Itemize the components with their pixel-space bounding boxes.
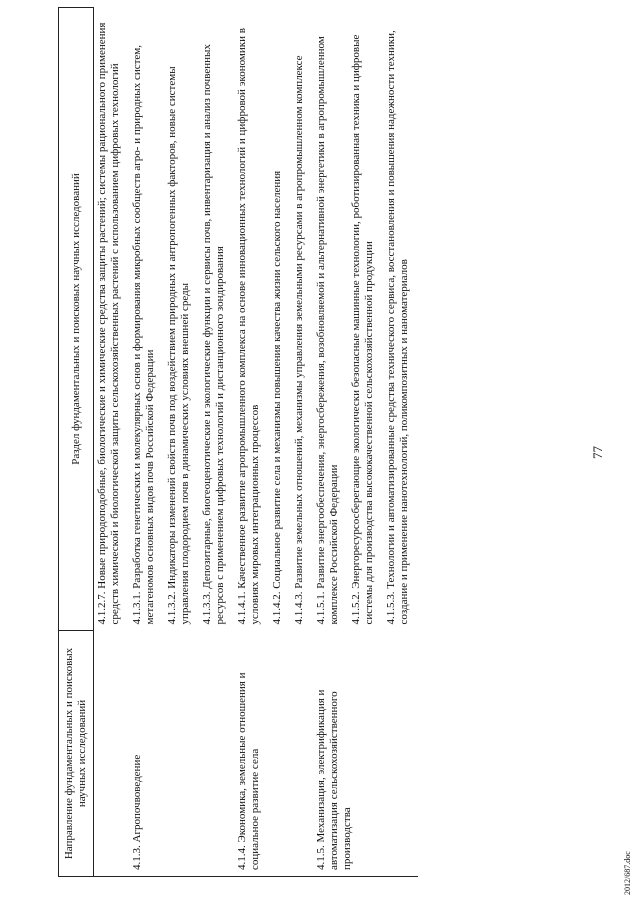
page-number: 77 <box>590 446 605 459</box>
direction-cell: 4.1.3. Агропочвоведение <box>129 631 234 877</box>
section-cell: 4.1.5.1. Развитие энергообеспечения, энергосбережения, возобновляемой и альтернативной энергетики в агропромышленном комплексе Российской Федерации <box>315 36 340 625</box>
file-label: 2012/687.doc <box>623 851 632 895</box>
table-row <box>313 8 348 877</box>
header-section: Раздел фундаментальных и поисковых научных исследований <box>59 8 94 631</box>
section-cell: 4.1.4.2. Социальное развитие села и механизмы повышения качества жизни сельского населения <box>271 170 283 625</box>
section-cell: 4.1.3.1. Разработка генетических и молекулярных основ и формирования микробных сообществ агро- и природных систем, метагеномов основных видов почв Российской Федерации <box>131 45 156 625</box>
section-cell: 4.1.3.2. Индикаторы изменений свойств почв под воздействием природных и антропогенных факторов, новые системы управления плодородием почв в динамических условиях внешней среды <box>166 66 191 625</box>
table-row <box>234 8 269 877</box>
section-cell: 4.1.5.2. Энергоресурсосберегающие экологически безопасные машинные технологии, роботизированная техника и цифровые системы для производства высококачественной сельскохозяйственной продукции <box>350 34 375 625</box>
section-cell: 4.1.5.3. Технологии и автоматизированные средства технического сервиса, восстановления и повышения надежности техники, создание и применение нанотехнологий, поликомпозитных и наноматериалов <box>385 30 410 625</box>
direction-cell <box>94 631 130 877</box>
section-cell: 4.1.4.1. Качественное развитие агропромышленного комплекса на основе инновационных технологий и цифровой экономики в условиях мировых интеграционных процессов <box>236 28 261 625</box>
section-cell: 4.1.2.7. Новые природоподобные, биологические и химические средства защиты растений; системы рационального применения средств химической и биологической защиты сельскохозяйственных растений с использованием цифровых технологий <box>96 22 121 625</box>
direction-cell: 4.1.4. Экономика, земельные отношения и социальное развитие села <box>234 631 313 877</box>
table-row <box>94 8 130 877</box>
header-direction: Направление фундаментальных и поисковых научных исследований <box>59 631 94 877</box>
direction-cell: 4.1.5. Механизация, электрификация и автоматизация сельскохозяйственного производства <box>313 631 418 877</box>
research-directions-table <box>58 7 418 877</box>
table-header-row <box>59 8 94 877</box>
section-cell: 4.1.4.3. Развитие земельных отношений, механизмы управления земельными ресурсами в агропромышленном комплексе <box>293 55 305 625</box>
table-row <box>129 8 164 877</box>
section-cell: 4.1.3.3. Депозитарные, биогеоценотические и экологические функции и сервисы почв, инвентаризация и анализ почвенных ресурсов с применением цифровых технологий и дистанционного зондирования <box>201 44 226 625</box>
